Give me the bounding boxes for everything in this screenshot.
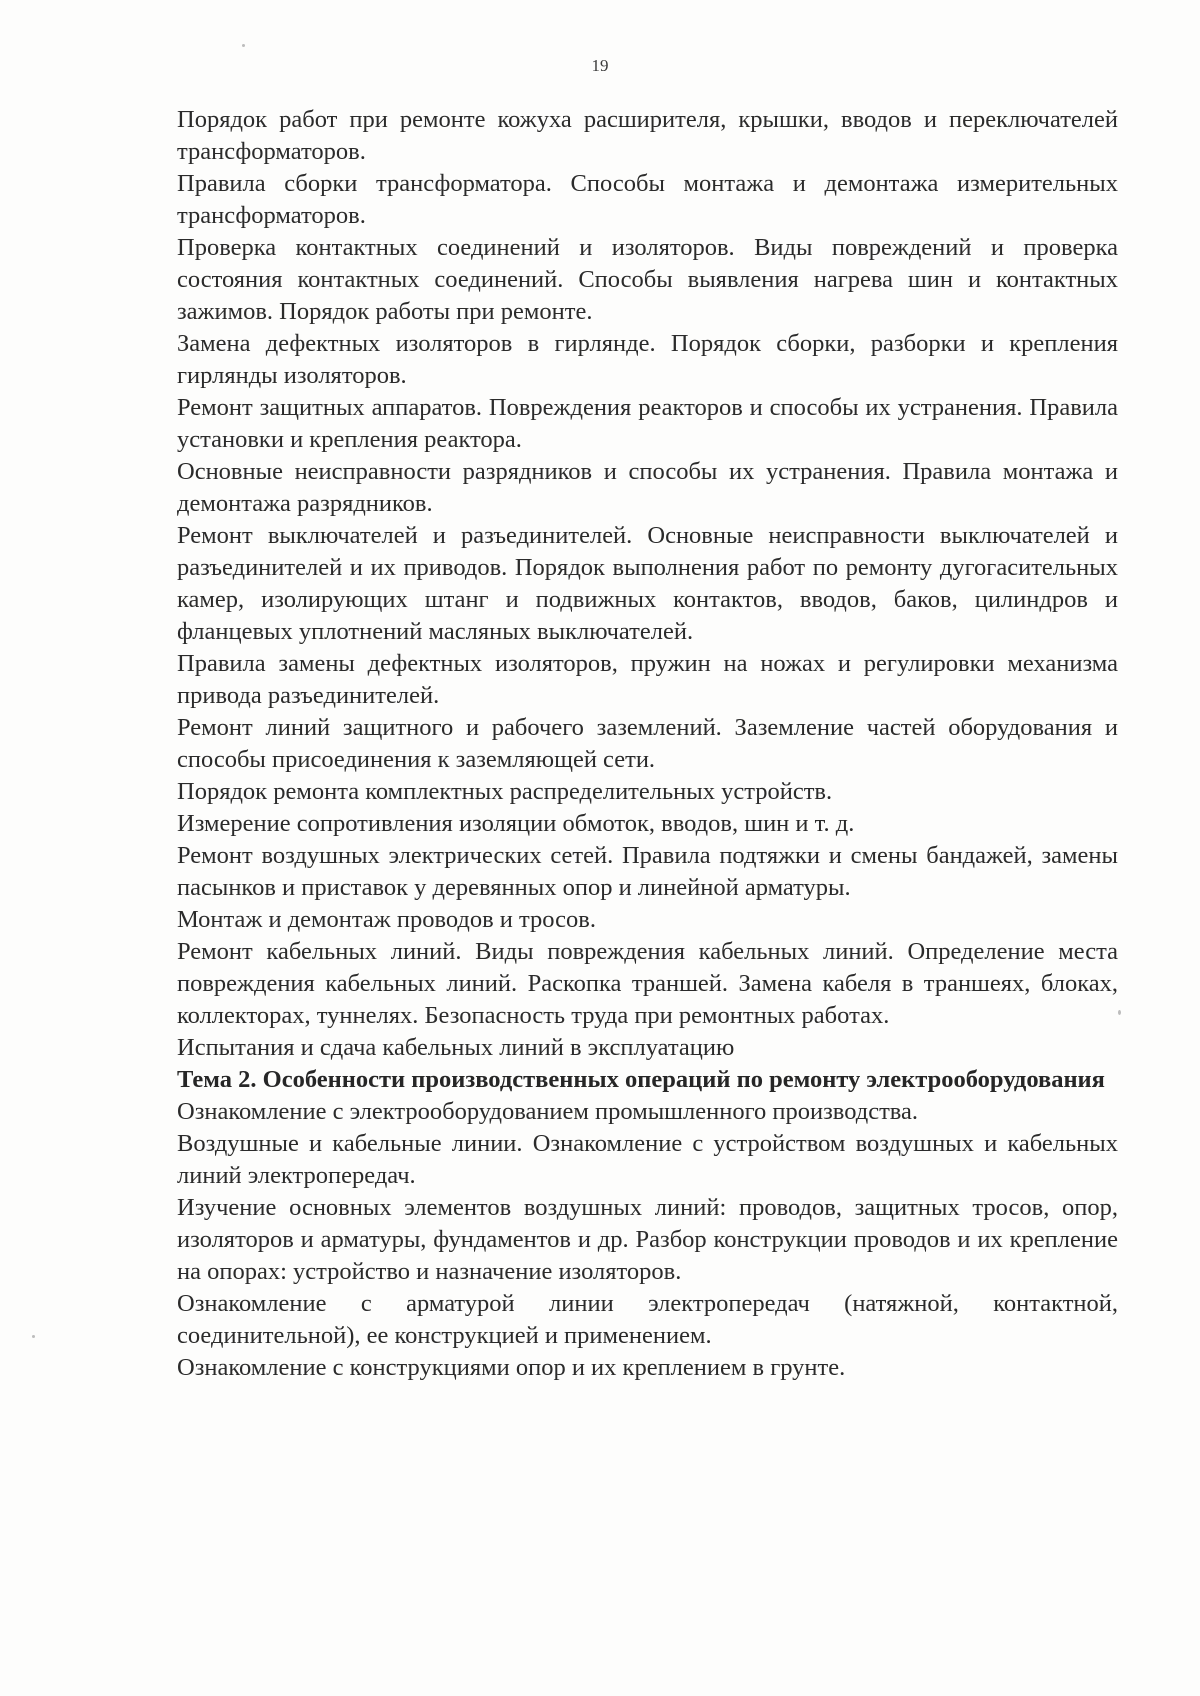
paragraph: Порядок работ при ремонте кожуха расширителя, крышки, вводов и переключателей трансформаторов. bbox=[177, 106, 1118, 165]
paragraph: Замена дефектных изоляторов в гирлянде. Порядок сборки, разборки и крепления гирлянды изоляторов. bbox=[177, 330, 1118, 389]
paragraph: Ремонт защитных аппаратов. Повреждения реакторов и способы их устранения. Правила установки и крепления реактора. bbox=[177, 394, 1118, 453]
paragraph: Ремонт воздушных электрических сетей. Правила подтяжки и смены бандажей, замены пасынков и приставок у деревянных опор и линейной арматуры. bbox=[177, 842, 1118, 901]
paragraph: Ознакомление с арматурой линии электропередач (натяжной, контактной, соединительной), ее конструкцией и применением. bbox=[177, 1290, 1118, 1349]
paragraph: Правила замены дефектных изоляторов, пружин на ножах и регулировки механизма привода разъединителей. bbox=[177, 650, 1118, 709]
paragraph: Порядок ремонта комплектных распределительных устройств. bbox=[177, 778, 833, 805]
paragraph: Измерение сопротивления изоляции обмоток, вводов, шин и т. д. bbox=[177, 810, 855, 837]
paragraph: Ремонт линий защитного и рабочего заземлений. Заземление частей оборудования и способы присоединения к заземляющей сети. bbox=[177, 714, 1118, 773]
paragraph: Ознакомление с конструкциями опор и их креплением в грунте. bbox=[177, 1354, 846, 1381]
page-number: 19 bbox=[591, 56, 609, 75]
paragraph: Изучение основных элементов воздушных линий: проводов, защитных тросов, опор, изоляторов и арматуры, фундаментов и др. Разбор конструкции проводов и их крепление на опорах: устройство и назначение изоляторов. bbox=[177, 1194, 1118, 1285]
paragraph: Воздушные и кабельные линии. Ознакомление с устройством воздушных и кабельных линий электропередач. bbox=[177, 1130, 1118, 1189]
paragraph: Ремонт выключателей и разъединителей. Основные неисправности выключателей и разъединителей и их приводов. Порядок выполнения работ по ремонту дугогасительных камер, изолирующих штанг и подвижных контактов, вводов, баков, цилиндров и фланцевых уплотнений масляных выключателей. bbox=[177, 522, 1118, 645]
paragraph: Испытания и сдача кабельных линий в эксплуатацию bbox=[177, 1034, 735, 1061]
paragraph: Основные неисправности разрядников и способы их устранения. Правила монтажа и демонтажа разрядников. bbox=[177, 458, 1118, 517]
scan-speck bbox=[1118, 1010, 1121, 1015]
paragraph: Правила сборки трансформатора. Способы монтажа и демонтажа измерительных трансформаторов. bbox=[177, 170, 1118, 229]
scan-speck bbox=[32, 1335, 35, 1338]
scan-speck bbox=[242, 44, 245, 47]
paragraph: Ознакомление с электрооборудованием промышленного производства. bbox=[177, 1098, 919, 1125]
paragraph: Ремонт кабельных линий. Виды повреждения кабельных линий. Определение места повреждения кабельных линий. Раскопка траншей. Замена кабеля в траншеях, блоках, коллекторах, туннелях. Безопасность труда при ремонтных работах. bbox=[177, 938, 1118, 1029]
paragraph: Монтаж и демонтаж проводов и тросов. bbox=[177, 906, 596, 933]
section-heading: Тема 2. Особенности производственных операций по ремонту электрооборудования bbox=[177, 1066, 1105, 1093]
document-body bbox=[177, 104, 1118, 1384]
paragraph: Проверка контактных соединений и изоляторов. Виды повреждений и проверка состояния контактных соединений. Способы выявления нагрева шин и контактных зажимов. Порядок работы при ремонте. bbox=[177, 234, 1118, 325]
